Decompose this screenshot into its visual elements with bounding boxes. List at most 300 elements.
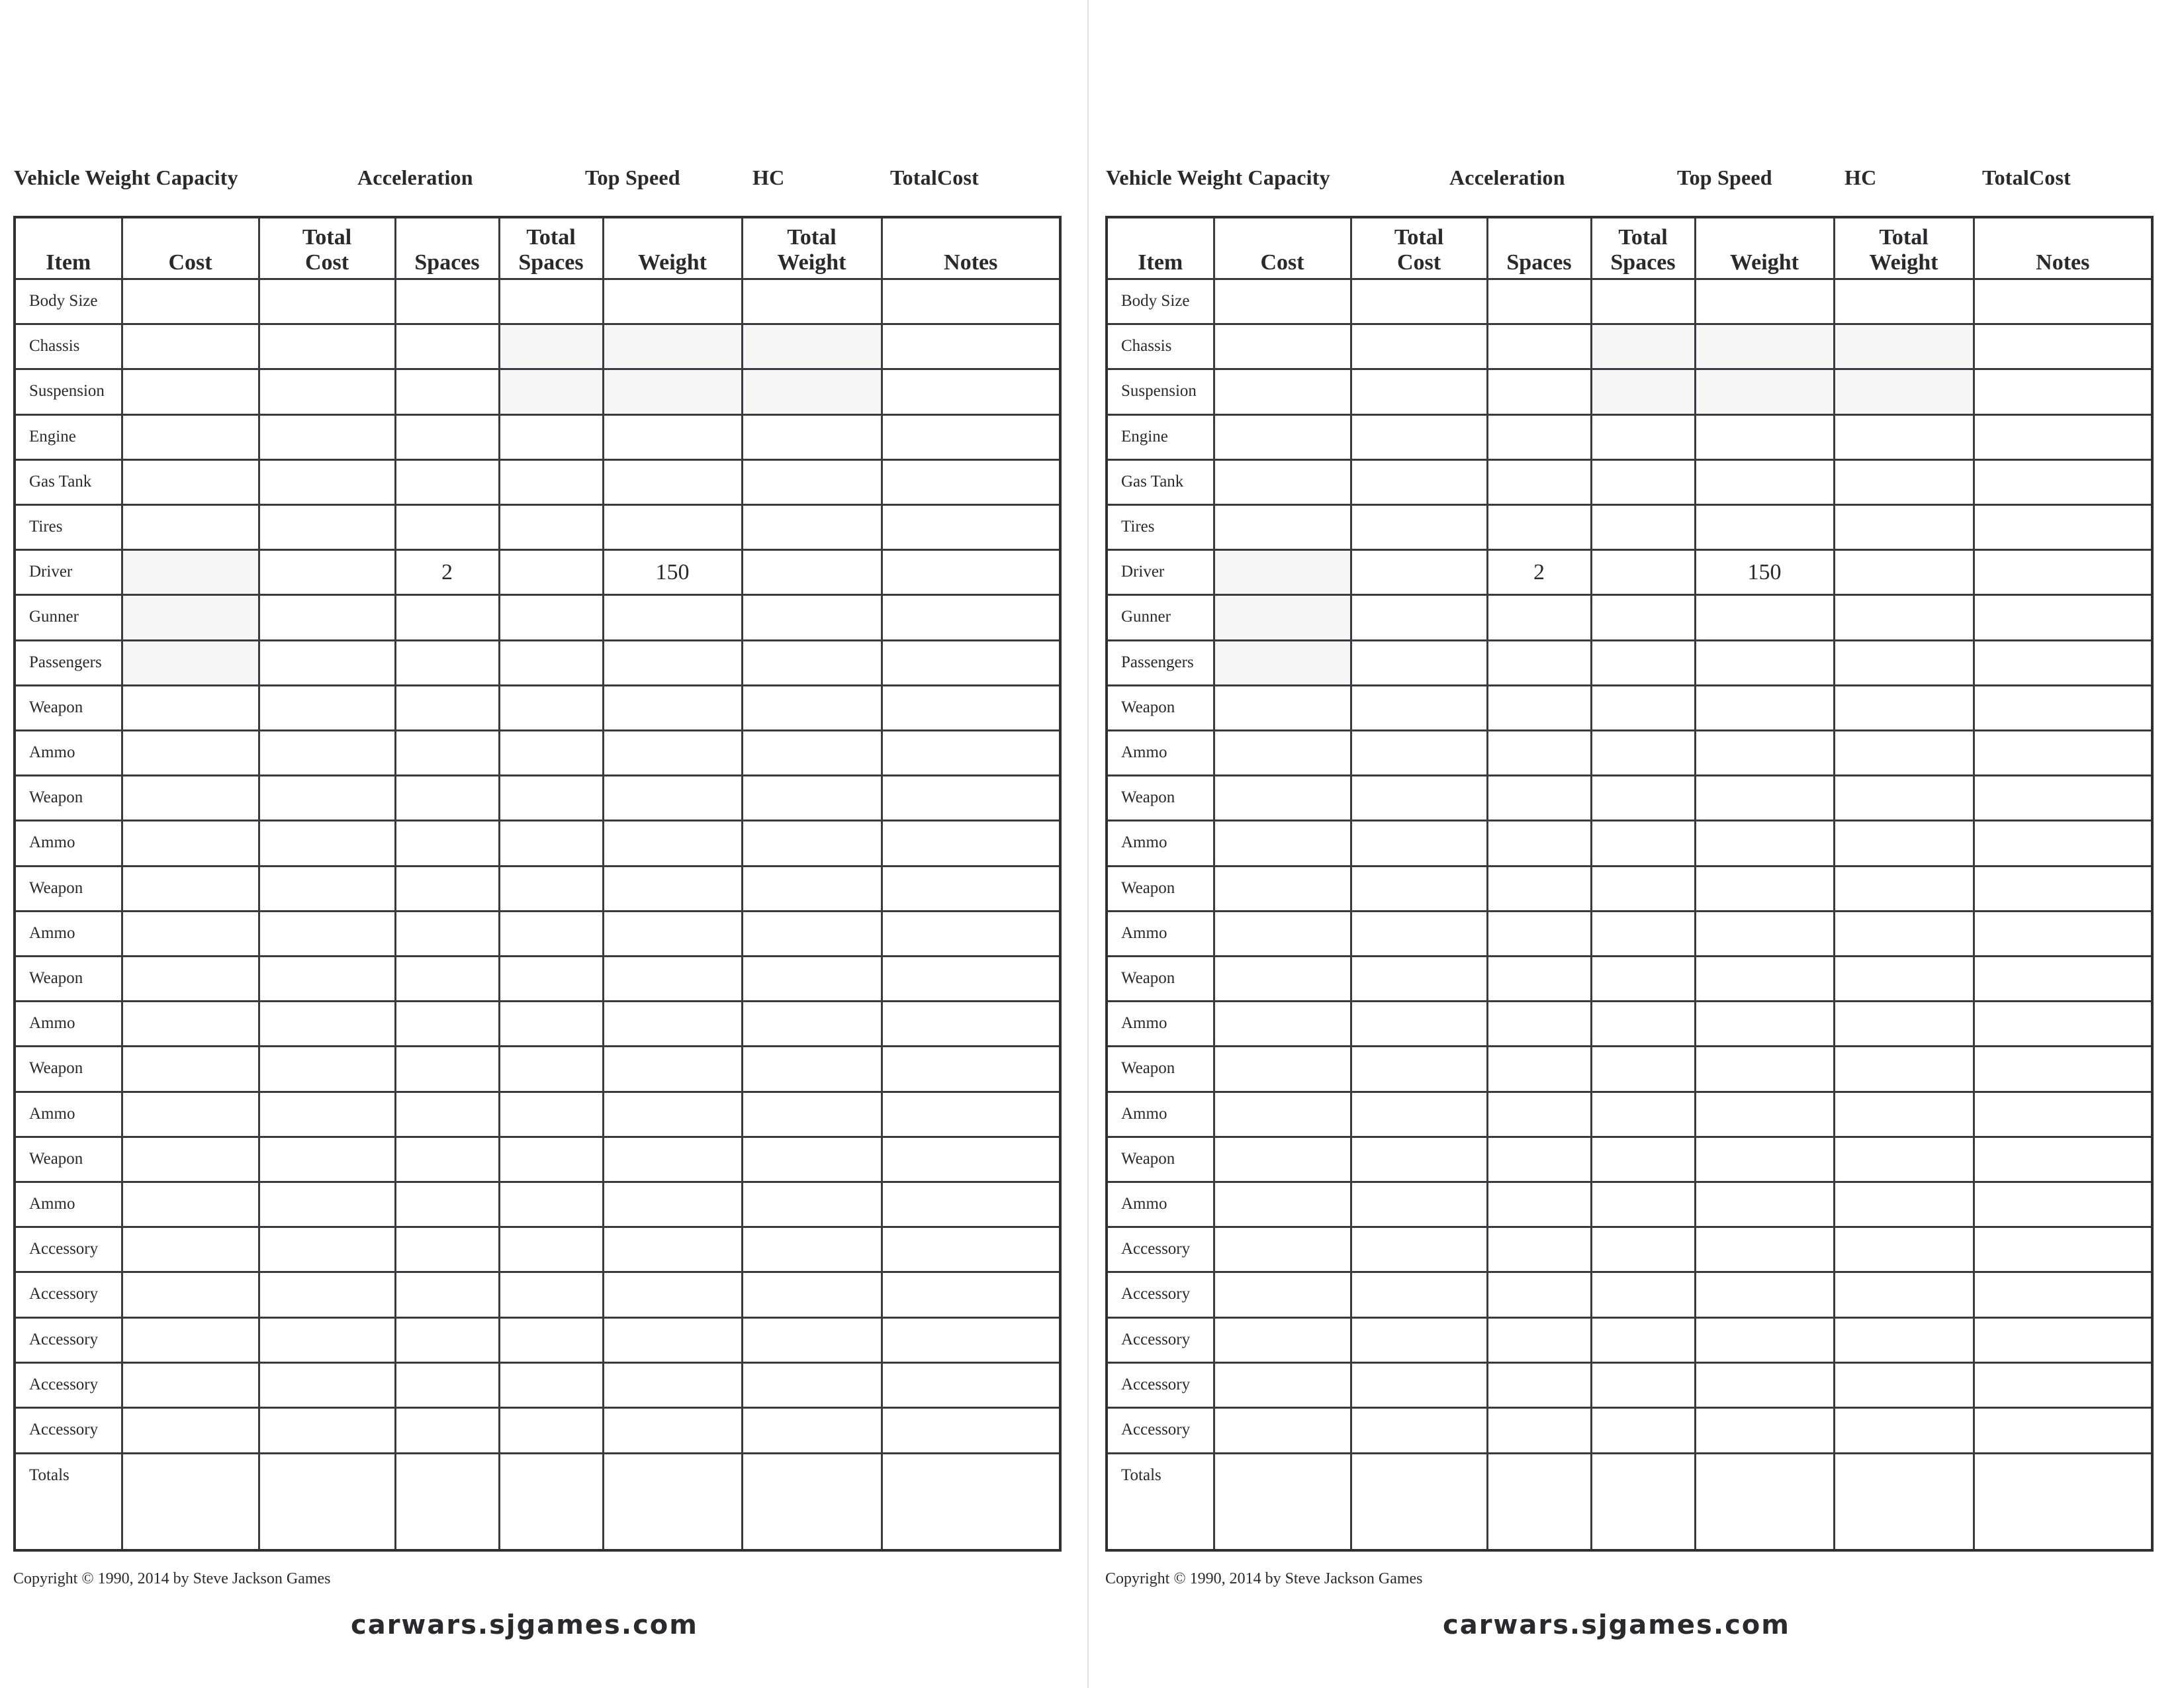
weight-cell[interactable]: 150 [1695,550,1834,595]
total-spaces-cell[interactable] [499,731,603,776]
cost-cell[interactable] [1214,866,1351,911]
spaces-cell[interactable]: 2 [395,550,499,595]
spaces-cell[interactable] [1487,414,1591,459]
spaces-cell[interactable] [395,685,499,730]
cost-cell[interactable] [1214,640,1351,685]
cost-cell[interactable] [1214,685,1351,730]
weight-cell[interactable] [1695,1137,1834,1182]
total-weight-cell[interactable] [1834,324,1974,369]
weight-cell[interactable] [603,369,742,414]
notes-cell[interactable] [882,369,1060,414]
total-spaces-cell[interactable] [499,550,603,595]
top-speed-label[interactable]: Top Speed [1677,165,1772,189]
weight-cell[interactable] [603,1227,742,1272]
total-weight-cell[interactable] [742,776,882,821]
spaces-cell[interactable] [1487,1047,1591,1092]
notes-cell[interactable] [882,821,1060,866]
total-weight-cell[interactable] [742,821,882,866]
total-spaces-cell[interactable] [499,1317,603,1362]
weight-cell[interactable] [1695,1227,1834,1272]
total-weight-cell[interactable] [1834,776,1974,821]
cost-cell[interactable] [122,550,259,595]
spaces-cell[interactable]: 2 [1487,550,1591,595]
cost-cell[interactable] [122,685,259,730]
total-weight-cell[interactable] [1834,640,1974,685]
notes-cell[interactable] [1974,595,2152,640]
total-spaces-cell[interactable] [1591,821,1695,866]
spaces-cell[interactable] [1487,821,1591,866]
spaces-cell[interactable] [1487,640,1591,685]
cost-cell[interactable] [122,1272,259,1317]
total-cost-cell[interactable] [259,550,395,595]
notes-cell[interactable] [1974,911,2152,956]
total-cost-cell[interactable] [259,1137,395,1182]
weight-cell[interactable] [1695,1272,1834,1317]
cost-cell[interactable] [122,911,259,956]
total-cost-cell[interactable] [1351,1182,1487,1227]
total-weight-cell[interactable] [742,279,882,324]
total-weight-cell[interactable] [742,1408,882,1454]
totals-total-weight-cell[interactable] [1834,1453,1974,1550]
notes-cell[interactable] [1974,324,2152,369]
cost-cell[interactable] [1214,414,1351,459]
total-cost-cell[interactable] [259,1408,395,1454]
total-weight-cell[interactable] [1834,1002,1974,1047]
website-link[interactable]: carwars.sjgames.com [1443,1610,1790,1640]
weight-capacity-label[interactable]: Vehicle Weight Capacity [14,165,238,189]
total-spaces-cell[interactable] [499,369,603,414]
notes-cell[interactable] [1974,1002,2152,1047]
spaces-cell[interactable] [395,1047,499,1092]
notes-cell[interactable] [1974,1227,2152,1272]
spaces-cell[interactable] [1487,595,1591,640]
total-spaces-cell[interactable] [499,685,603,730]
cost-cell[interactable] [122,1092,259,1137]
total-spaces-cell[interactable] [499,1182,603,1227]
notes-cell[interactable] [882,1047,1060,1092]
total-weight-cell[interactable] [742,685,882,730]
total-weight-cell[interactable] [1834,1047,1974,1092]
weight-cell[interactable] [603,1047,742,1092]
notes-cell[interactable] [882,776,1060,821]
weight-cell[interactable] [603,1092,742,1137]
total-weight-cell[interactable] [1834,279,1974,324]
total-spaces-cell[interactable] [499,821,603,866]
spaces-cell[interactable] [1487,324,1591,369]
weight-cell[interactable] [1695,414,1834,459]
total-spaces-cell[interactable] [1591,595,1695,640]
total-weight-cell[interactable] [1834,866,1974,911]
notes-cell[interactable] [1974,731,2152,776]
cost-cell[interactable] [1214,1362,1351,1407]
cost-cell[interactable] [1214,550,1351,595]
total-spaces-cell[interactable] [499,1362,603,1407]
total-spaces-cell[interactable] [499,595,603,640]
notes-cell[interactable] [1974,414,2152,459]
weight-cell[interactable] [1695,957,1834,1002]
total-spaces-cell[interactable] [1591,1002,1695,1047]
notes-cell[interactable] [1974,459,2152,504]
total-cost-cell[interactable] [1351,1137,1487,1182]
totals-total-cost-cell[interactable] [259,1453,395,1550]
total-weight-cell[interactable] [742,459,882,504]
cost-cell[interactable] [122,1317,259,1362]
total-cost-cell[interactable] [259,369,395,414]
spaces-cell[interactable] [395,1408,499,1454]
weight-cell[interactable] [603,821,742,866]
weight-cell[interactable] [1695,731,1834,776]
weight-cell[interactable] [1695,866,1834,911]
cost-cell[interactable] [1214,1002,1351,1047]
total-cost-cell[interactable] [1351,640,1487,685]
weight-cell[interactable] [1695,1002,1834,1047]
spaces-cell[interactable] [395,1317,499,1362]
total-cost-cell[interactable] [259,1362,395,1407]
total-spaces-cell[interactable] [1591,1047,1695,1092]
notes-cell[interactable] [882,595,1060,640]
total-spaces-cell[interactable] [499,640,603,685]
spaces-cell[interactable] [1487,1272,1591,1317]
total-spaces-cell[interactable] [1591,1182,1695,1227]
notes-cell[interactable] [1974,1182,2152,1227]
notes-cell[interactable] [1974,866,2152,911]
notes-cell[interactable] [1974,550,2152,595]
total-cost-cell[interactable] [1351,505,1487,550]
totals-cost-cell[interactable] [122,1453,259,1550]
total-spaces-cell[interactable] [499,866,603,911]
cost-cell[interactable] [1214,1092,1351,1137]
spaces-cell[interactable] [1487,505,1591,550]
total-cost-cell[interactable] [1351,957,1487,1002]
notes-cell[interactable] [1974,1272,2152,1317]
total-weight-cell[interactable] [1834,1182,1974,1227]
cost-cell[interactable] [122,1362,259,1407]
total-spaces-cell[interactable] [499,1272,603,1317]
total-cost-cell[interactable] [1351,776,1487,821]
total-cost-cell[interactable] [259,324,395,369]
spaces-cell[interactable] [395,1227,499,1272]
spaces-cell[interactable] [1487,866,1591,911]
total-spaces-cell[interactable] [499,505,603,550]
weight-cell[interactable] [1695,459,1834,504]
weight-cell[interactable] [1695,505,1834,550]
total-weight-cell[interactable] [742,1182,882,1227]
total-spaces-cell[interactable] [1591,866,1695,911]
spaces-cell[interactable] [1487,1227,1591,1272]
total-cost-cell[interactable] [259,685,395,730]
spaces-cell[interactable] [395,369,499,414]
total-spaces-cell[interactable] [1591,731,1695,776]
weight-cell[interactable] [1695,640,1834,685]
spaces-cell[interactable] [395,776,499,821]
total-weight-cell[interactable] [1834,685,1974,730]
cost-cell[interactable] [122,505,259,550]
total-weight-cell[interactable] [742,1002,882,1047]
total-weight-cell[interactable] [1834,1137,1974,1182]
cost-cell[interactable] [1214,1317,1351,1362]
cost-cell[interactable] [122,369,259,414]
spaces-cell[interactable] [1487,1182,1591,1227]
notes-cell[interactable] [882,414,1060,459]
notes-cell[interactable] [1974,821,2152,866]
totals-total-cost-cell[interactable] [1351,1453,1487,1550]
total-spaces-cell[interactable] [1591,279,1695,324]
totals-notes-cell[interactable] [1974,1453,2152,1550]
total-spaces-cell[interactable] [499,776,603,821]
total-cost-cell[interactable] [1351,911,1487,956]
notes-cell[interactable] [1974,279,2152,324]
cost-cell[interactable] [1214,957,1351,1002]
total-weight-cell[interactable] [742,911,882,956]
cost-cell[interactable] [122,957,259,1002]
spaces-cell[interactable] [395,324,499,369]
weight-cell[interactable] [1695,1362,1834,1407]
notes-cell[interactable] [1974,957,2152,1002]
total-cost-cell[interactable] [1351,1002,1487,1047]
spaces-cell[interactable] [395,459,499,504]
spaces-cell[interactable] [1487,459,1591,504]
cost-cell[interactable] [1214,1408,1351,1454]
total-cost-cell[interactable] [259,640,395,685]
total-cost-cell[interactable] [259,1317,395,1362]
weight-cell[interactable] [1695,1182,1834,1227]
weight-cell[interactable] [1695,369,1834,414]
weight-cell[interactable] [603,279,742,324]
spaces-cell[interactable] [1487,776,1591,821]
weight-cell[interactable] [1695,279,1834,324]
total-weight-cell[interactable] [1834,1227,1974,1272]
cost-cell[interactable] [1214,324,1351,369]
total-spaces-cell[interactable] [499,414,603,459]
weight-cell[interactable] [603,1408,742,1454]
notes-cell[interactable] [1974,776,2152,821]
total-cost-cell[interactable] [1351,369,1487,414]
total-cost-cell[interactable] [1351,324,1487,369]
spaces-cell[interactable] [395,1272,499,1317]
total-spaces-cell[interactable] [1591,1092,1695,1137]
cost-cell[interactable] [1214,1272,1351,1317]
total-spaces-cell[interactable] [499,324,603,369]
total-cost-cell[interactable] [259,776,395,821]
total-cost-cell[interactable] [259,505,395,550]
cost-cell[interactable] [122,414,259,459]
total-spaces-cell[interactable] [499,957,603,1002]
notes-cell[interactable] [1974,1408,2152,1454]
weight-cell[interactable] [1695,595,1834,640]
total-spaces-cell[interactable] [1591,1362,1695,1407]
notes-cell[interactable] [882,1182,1060,1227]
notes-cell[interactable] [882,731,1060,776]
spaces-cell[interactable] [1487,957,1591,1002]
cost-cell[interactable] [122,324,259,369]
total-cost-cell[interactable] [1351,1408,1487,1454]
cost-cell[interactable] [122,1002,259,1047]
total-cost-cell[interactable] [1351,1362,1487,1407]
total-weight-cell[interactable] [742,1272,882,1317]
totals-weight-cell[interactable] [603,1453,742,1550]
weight-cell[interactable] [603,324,742,369]
total-cost-cell[interactable] [259,821,395,866]
total-spaces-cell[interactable] [1591,911,1695,956]
acceleration-label[interactable]: Acceleration [357,165,473,189]
total-spaces-cell[interactable] [1591,459,1695,504]
total-cost-cell[interactable] [259,459,395,504]
notes-cell[interactable] [882,1137,1060,1182]
total-weight-cell[interactable] [1834,505,1974,550]
cost-cell[interactable] [1214,911,1351,956]
total-weight-cell[interactable] [1834,1408,1974,1454]
total-spaces-cell[interactable] [1591,324,1695,369]
total-cost-cell[interactable] [259,1182,395,1227]
weight-cell[interactable] [603,685,742,730]
website-link[interactable]: carwars.sjgames.com [351,1610,698,1640]
totals-total-weight-cell[interactable] [742,1453,882,1550]
cost-cell[interactable] [122,279,259,324]
spaces-cell[interactable] [395,1002,499,1047]
notes-cell[interactable] [882,957,1060,1002]
notes-cell[interactable] [882,1002,1060,1047]
notes-cell[interactable] [882,866,1060,911]
acceleration-label[interactable]: Acceleration [1449,165,1565,189]
cost-cell[interactable] [122,776,259,821]
total-weight-cell[interactable] [742,1317,882,1362]
spaces-cell[interactable] [395,821,499,866]
totals-spaces-cell[interactable] [395,1453,499,1550]
notes-cell[interactable] [1974,685,2152,730]
cost-cell[interactable] [1214,821,1351,866]
total-spaces-cell[interactable] [499,279,603,324]
total-weight-cell[interactable] [1834,1092,1974,1137]
total-weight-cell[interactable] [1834,911,1974,956]
total-weight-cell[interactable] [742,414,882,459]
cost-cell[interactable] [1214,1137,1351,1182]
weight-cell[interactable] [1695,911,1834,956]
notes-cell[interactable] [882,1227,1060,1272]
weight-cell[interactable] [1695,821,1834,866]
total-weight-cell[interactable] [742,505,882,550]
total-spaces-cell[interactable] [1591,1317,1695,1362]
notes-cell[interactable] [882,550,1060,595]
total-cost-cell[interactable] [259,1092,395,1137]
total-cost-cell[interactable] [259,957,395,1002]
cost-cell[interactable] [1214,1227,1351,1272]
notes-cell[interactable] [1974,1362,2152,1407]
totals-notes-cell[interactable] [882,1453,1060,1550]
notes-cell[interactable] [882,911,1060,956]
notes-cell[interactable] [1974,1092,2152,1137]
total-cost-cell[interactable] [259,731,395,776]
weight-cell[interactable] [603,1317,742,1362]
spaces-cell[interactable] [1487,369,1591,414]
total-spaces-cell[interactable] [499,1047,603,1092]
total-spaces-cell[interactable] [1591,1137,1695,1182]
total-cost-cell[interactable] [1351,821,1487,866]
notes-cell[interactable] [1974,1317,2152,1362]
notes-cell[interactable] [882,640,1060,685]
cost-cell[interactable] [122,731,259,776]
weight-cell[interactable] [603,1182,742,1227]
totals-cost-cell[interactable] [1214,1453,1351,1550]
total-cost-label[interactable]: TotalCost [890,165,979,189]
spaces-cell[interactable] [1487,1317,1591,1362]
cost-cell[interactable] [122,866,259,911]
total-cost-cell[interactable] [1351,866,1487,911]
cost-cell[interactable] [1214,776,1351,821]
notes-cell[interactable] [882,1092,1060,1137]
total-cost-cell[interactable] [259,866,395,911]
total-cost-cell[interactable] [1351,1092,1487,1137]
weight-cell[interactable] [1695,1317,1834,1362]
total-weight-cell[interactable] [742,640,882,685]
total-spaces-cell[interactable] [1591,1227,1695,1272]
notes-cell[interactable] [882,279,1060,324]
weight-capacity-label[interactable]: Vehicle Weight Capacity [1106,165,1330,189]
weight-cell[interactable] [1695,1408,1834,1454]
cost-cell[interactable] [1214,279,1351,324]
notes-cell[interactable] [882,459,1060,504]
total-spaces-cell[interactable] [1591,685,1695,730]
total-cost-cell[interactable] [1351,1227,1487,1272]
total-spaces-cell[interactable] [499,1408,603,1454]
spaces-cell[interactable] [1487,731,1591,776]
total-weight-cell[interactable] [1834,550,1974,595]
spaces-cell[interactable] [395,866,499,911]
spaces-cell[interactable] [395,505,499,550]
cost-cell[interactable] [122,459,259,504]
notes-cell[interactable] [1974,1137,2152,1182]
total-cost-cell[interactable] [1351,1317,1487,1362]
total-weight-cell[interactable] [742,866,882,911]
total-cost-cell[interactable] [1351,414,1487,459]
notes-cell[interactable] [882,324,1060,369]
total-weight-cell[interactable] [1834,414,1974,459]
totals-total-spaces-cell[interactable] [499,1453,603,1550]
total-weight-cell[interactable] [1834,731,1974,776]
weight-cell[interactable] [1695,1047,1834,1092]
cost-cell[interactable] [122,1227,259,1272]
total-spaces-cell[interactable] [499,1137,603,1182]
total-spaces-cell[interactable] [1591,414,1695,459]
total-weight-cell[interactable] [742,1362,882,1407]
total-cost-cell[interactable] [259,911,395,956]
total-spaces-cell[interactable] [499,1002,603,1047]
weight-cell[interactable] [603,957,742,1002]
total-spaces-cell[interactable] [499,459,603,504]
spaces-cell[interactable] [395,595,499,640]
spaces-cell[interactable] [395,1182,499,1227]
cost-cell[interactable] [1214,505,1351,550]
weight-cell[interactable] [603,595,742,640]
notes-cell[interactable] [1974,640,2152,685]
handling-class-label[interactable]: HC [1844,165,1877,189]
spaces-cell[interactable] [395,1362,499,1407]
total-spaces-cell[interactable] [499,911,603,956]
top-speed-label[interactable]: Top Speed [585,165,680,189]
cost-cell[interactable] [122,1047,259,1092]
notes-cell[interactable] [1974,1047,2152,1092]
notes-cell[interactable] [1974,369,2152,414]
total-weight-cell[interactable] [1834,1362,1974,1407]
cost-cell[interactable] [122,1408,259,1454]
total-cost-cell[interactable] [259,1002,395,1047]
weight-cell[interactable] [603,1362,742,1407]
total-spaces-cell[interactable] [1591,957,1695,1002]
notes-cell[interactable] [882,1317,1060,1362]
total-weight-cell[interactable] [742,731,882,776]
total-weight-cell[interactable] [742,957,882,1002]
total-spaces-cell[interactable] [1591,369,1695,414]
cost-cell[interactable] [122,821,259,866]
